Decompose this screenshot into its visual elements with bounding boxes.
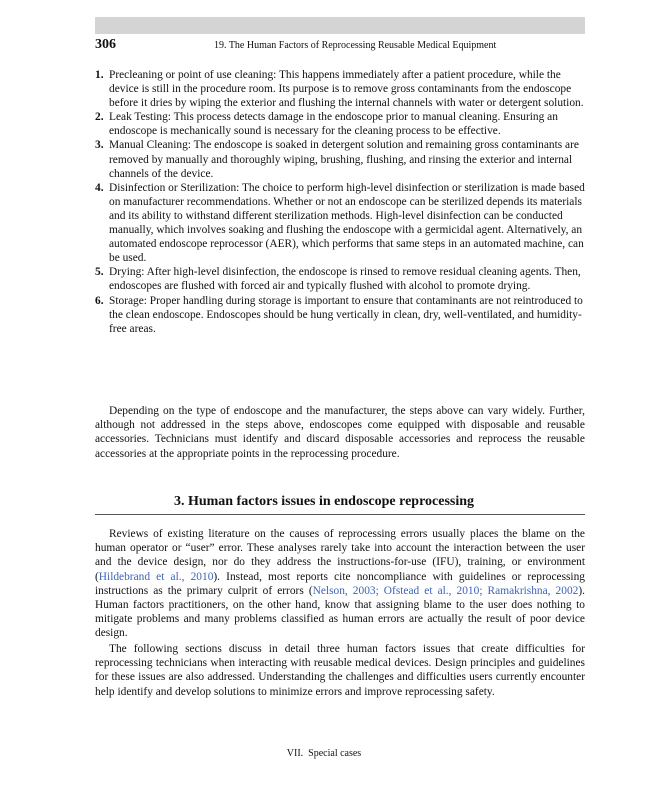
list-item-text: Disinfection or Sterilization: The choice to perform high-level disinfection or sterilization is made based on manufacturer recommendations. Whether or not an endoscope can be sterilized depends its materials and its ability to withstand different sterilization methods. High-level disinfection can be conducted manually, which involves soaking and flushing the endoscope with a germicidal agent. Alternatively, an automated endoscope reprocessor (AER), which performs that same steps in an automated machine, can be used. xyxy=(109,181,585,265)
list-item xyxy=(95,138,585,180)
list-item-text: Storage: Proper handling during storage is important to ensure that contaminants are not reintroduced to the clean endoscope. Endoscopes should be hung vertically in clean, dry, well-ventilated, and humidity-free areas. xyxy=(109,294,583,335)
header-bar xyxy=(95,17,585,34)
list-item-number: 4. xyxy=(95,181,104,194)
paragraph-literature-review xyxy=(95,527,585,641)
list-item xyxy=(95,294,585,336)
list-item-number: 3. xyxy=(95,139,104,152)
list-item-text: Leak Testing: This process detects damage in the endoscope prior to manual cleaning. Ensuring an endoscope is mechanically sound is necessary for the cleaning process to be effective. xyxy=(109,111,558,138)
list-item-text: Drying: After high-level disinfection, the endoscope is rinsed to remove residual cleaning agents. Then, endoscopes are flushed with forced air and typically flushed with alcohol to promote drying. xyxy=(109,266,581,293)
page-footer: VII. Special cases xyxy=(286,748,362,759)
list-item-text: Manual Cleaning: The endoscope is soaked in detergent solution and remaining gross contaminants are removed by manually and thoroughly wiping, brushing, flushing, and rinsing the exterior and internal channels of the device. xyxy=(109,139,579,180)
citation-link[interactable]: Nelson, 2003; Ofstead et al., 2010; Ramakrishna, 2002 xyxy=(312,584,579,597)
paragraph-text: Reviews of existing literature on the causes of reprocessing errors usually places the blame on the human operator or “user” error. These analyses rarely take into account the interaction between the user and the device design, nor do they address the instructions-for-use (IFU), training, or environment ( xyxy=(95,528,585,583)
list-item xyxy=(95,181,585,266)
paragraph-steps-summary: Depending on the type of endoscope and the manufacturer, the steps above can vary widely. Further, although not addressed in the steps above, endoscopes come equipped with disposable and reusable accessories. Technicians must identify and discard disposable accessories and reprocess the reusable accessories at the appropriate points in the reprocessing procedure. xyxy=(95,405,585,460)
reprocessing-steps-list xyxy=(95,68,585,336)
list-item-text: Precleaning or point of use cleaning: This happens immediately after a patient procedure, while the device is still in the procedure room. Its purpose is to remove gross contaminants from the endoscope before it dries by wiping the exterior and flushing the internal channels with water or detergent solution. xyxy=(109,69,584,110)
list-item xyxy=(95,68,585,110)
list-item xyxy=(95,110,585,138)
paragraph-section-overview: The following sections discuss in detail three human factors issues that create difficulties for reprocessing technicians when interacting with reusable medical devices. Design principles and guidelines for these issues are also addressed. Understanding the challenges and difficulties users currently encounter help identify and develop solutions to minimize errors and improve reprocessing safety. xyxy=(95,643,585,698)
paragraph-text: ). Human factors practitioners, on the other hand, know that assigning blame to the user does nothing to mitigate problems and many problems classified as human errors are actually the result of poor device design. xyxy=(95,584,585,640)
list-item-number: 1. xyxy=(95,69,104,81)
section-heading-rule xyxy=(95,514,585,515)
page-number: 306 xyxy=(95,37,116,52)
list-item-number: 2. xyxy=(95,111,104,124)
list-item-number: 5. xyxy=(95,266,104,279)
list-item xyxy=(95,265,585,293)
list-item-number: 6. xyxy=(95,294,104,307)
citation-link[interactable]: Hildebrand et al., 2010 xyxy=(98,570,214,583)
section-heading: 3. Human factors issues in endoscope reprocessing xyxy=(173,494,475,509)
running-title: 19. The Human Factors of Reprocessing Reusable Medical Equipment xyxy=(214,40,497,51)
paragraph-text: ). Instead, most reports cite noncompliance with guidelines or reprocessing instructions as the primary culprit of errors ( xyxy=(95,570,585,597)
